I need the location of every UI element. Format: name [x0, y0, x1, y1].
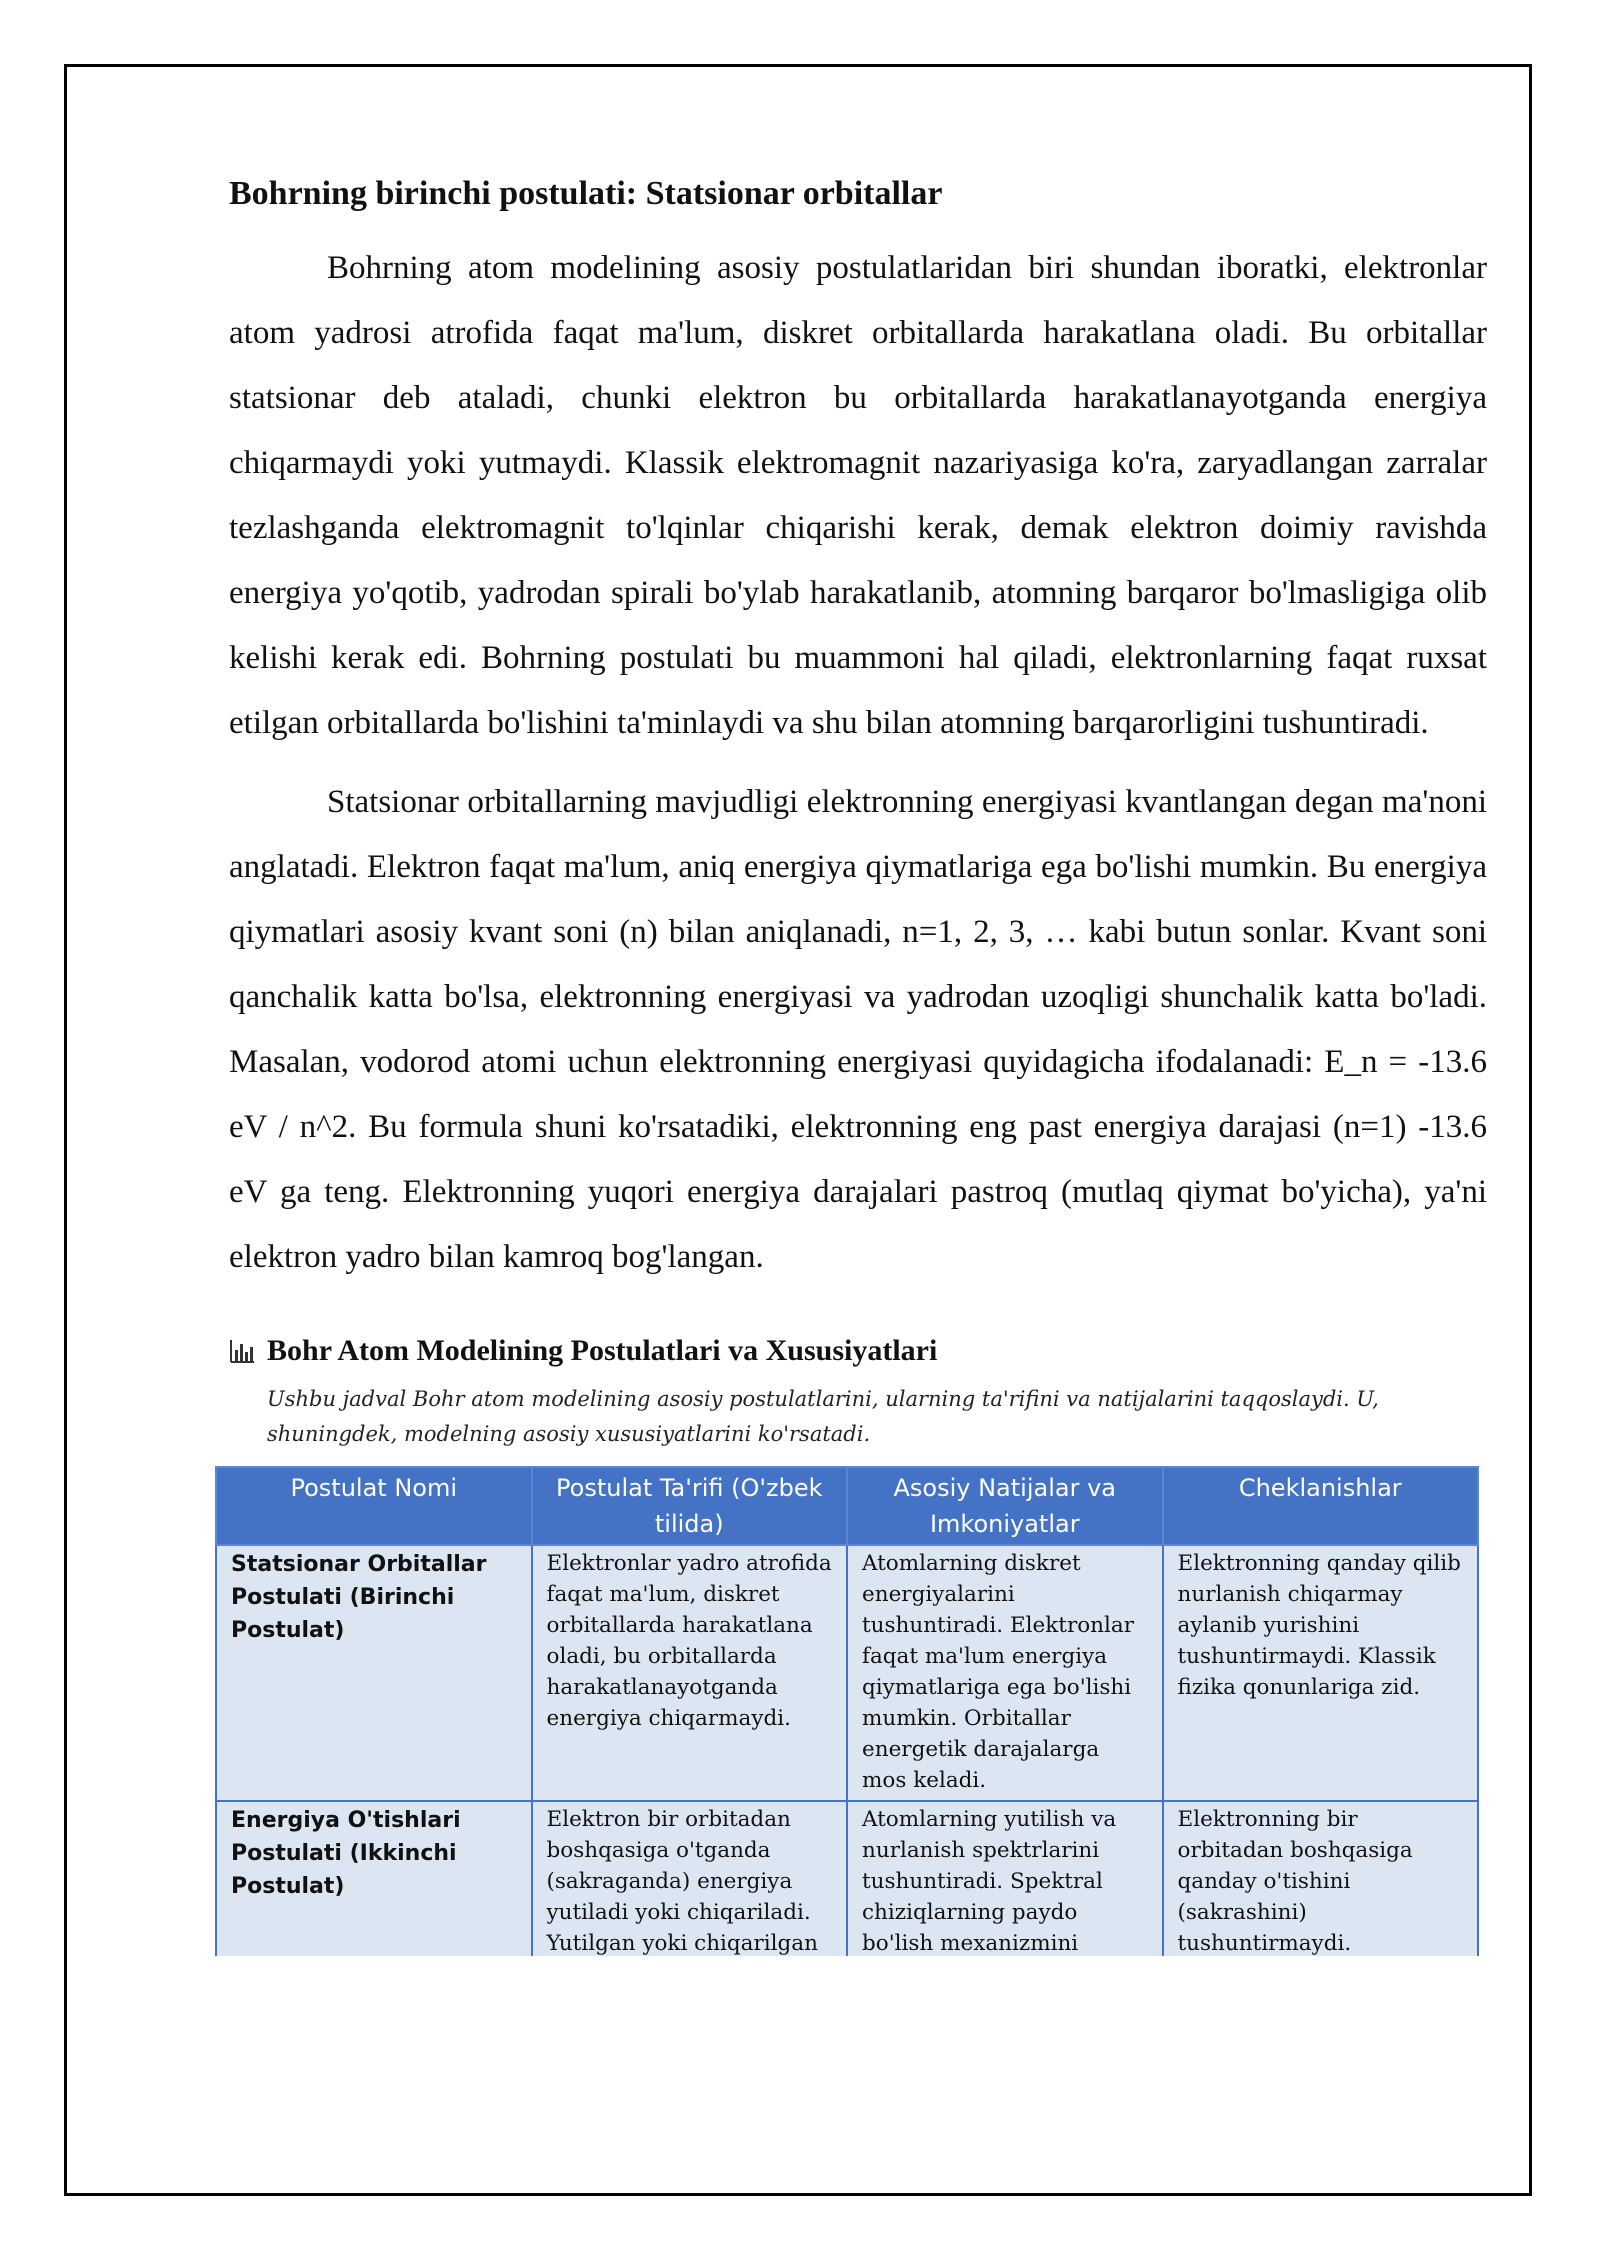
limitations-cell: Elektronning qanday qilib nurlanish chiqarmay aylanib yurishini tushuntirmaydi. Klassik fizika qonunlariga zid. — [1163, 1545, 1479, 1801]
postulate-name-cell: Energiya O'tishlari Postulati (Ikkinchi Postulat) — [216, 1801, 532, 1956]
document-body — [229, 172, 1487, 1956]
postulates-table — [215, 1466, 1479, 1956]
table-container — [215, 1466, 1483, 1956]
limitations-cell: Elektronning bir orbitadan boshqasiga qanday o'tishini (sakrashini) tushuntirmaydi. — [1163, 1801, 1479, 1956]
column-header: Asosiy Natijalar va Imkoniyatlar — [847, 1467, 1163, 1545]
results-cell: Atomlarning yutilish va nurlanish spektrlarini tushuntiradi. Spektral chiziqlarning paydo bo'lish mexanizmini — [847, 1801, 1163, 1956]
table-row — [216, 1545, 1478, 1801]
paragraph-1: Bohrning atom modelining asosiy postulatlaridan biri shundan iboratki, elektronlar atom yadrosi atrofida faqat ma'lum, diskret orbitallarda harakatlana oladi. Bu orbitallar statsionar deb ataladi, chunki elektron bu orbitallarda harakatlanayotganda energiya chiqarmaydi yoki yutmaydi. Klassik elektromagnit nazariyasiga ko'ra, zaryadlangan zarralar tezlashganda elektromagnit to'lqinlar chiqarishi kerak, demak elektron doimiy ravishda energiya yo'qotib, yadrodan spirali bo'ylab harakatlanib, atomning barqaror bo'lmasligiga olib kelishi kerak edi. Bohrning postulati bu muammoni hal qiladi, elektronlarning faqat ruxsat etilgan orbitallarda bo'lishini ta'minlaydi va shu bilan atomning barqarorligini tushuntiradi. — [229, 250, 1487, 742]
paragraph-2: Statsionar orbitallarning mavjudligi elektronning energiyasi kvantlangan degan ma'noni anglatadi. Elektron faqat ma'lum, aniq energiya qiymatlariga ega bo'lishi mumkin. Bu energiya qiymatlari asosiy kvant soni (n) bilan aniqlanadi, n=1, 2, 3, … kabi butun sonlar. Kvant soni qanchalik katta bo'lsa, elektronning energiyasi va yadrodan uzoqligi shunchalik katta bo'ladi. Masalan, vodorod atomi uchun elektronning energiyasi quyidagicha ifodalanadi: E_n = -13.6 eV / n^2. Bu formula shuni ko'rsatadiki, elektronning eng past energiya darajasi (n=1) -13.6 eV ga teng. Elektronning yuqori energiya darajalari pastroq (mutlaq qiymat bo'yicha), ya'ni elektron yadro bilan kamroq bog'langan. — [229, 784, 1487, 1276]
table-row — [216, 1801, 1478, 1956]
definition-cell: Elektron bir orbitadan boshqasiga o'tganda (sakraganda) energiya yutiladi yoki chiqariladi. Yutilgan yoki chiqarilgan — [532, 1801, 848, 1956]
results-cell: Atomlarning diskret energiyalarini tushuntiradi. Elektronlar faqat ma'lum energiya qiymatlariga ega bo'lishi mumkin. Orbitallar energetik darajalarga mos keladi. — [847, 1545, 1163, 1801]
column-header: Postulat Ta'rifi (O'zbek tilida) — [532, 1467, 848, 1545]
table-caption: Ushbu jadval Bohr atom modelining asosiy postulatlarini, ularning ta'rifini va natijalarini taqqoslaydi. U, shuningdek, modelning asosiy xususiyatlarini ko'rsatadi. — [267, 1387, 1379, 1447]
definition-cell: Elektronlar yadro atrofida faqat ma'lum, diskret orbitallarda harakatlana oladi, bu orbitallarda harakatlanayotganda energiya chiqarmaydi. — [532, 1545, 848, 1801]
table-title — [229, 1334, 1487, 1368]
section-heading: Bohrning birinchi postulati: Statsionar orbitallar — [229, 175, 943, 212]
column-header: Cheklanishlar — [1163, 1467, 1479, 1545]
table-title-text: Bohr Atom Modelining Postulatlari va Xususiyatlari — [267, 1334, 938, 1368]
column-header: Postulat Nomi — [216, 1467, 532, 1545]
table-header-row — [216, 1467, 1478, 1545]
bar-chart-icon — [229, 1338, 255, 1364]
postulate-name-cell: Statsionar Orbitallar Postulati (Birinchi Postulat) — [216, 1545, 532, 1801]
